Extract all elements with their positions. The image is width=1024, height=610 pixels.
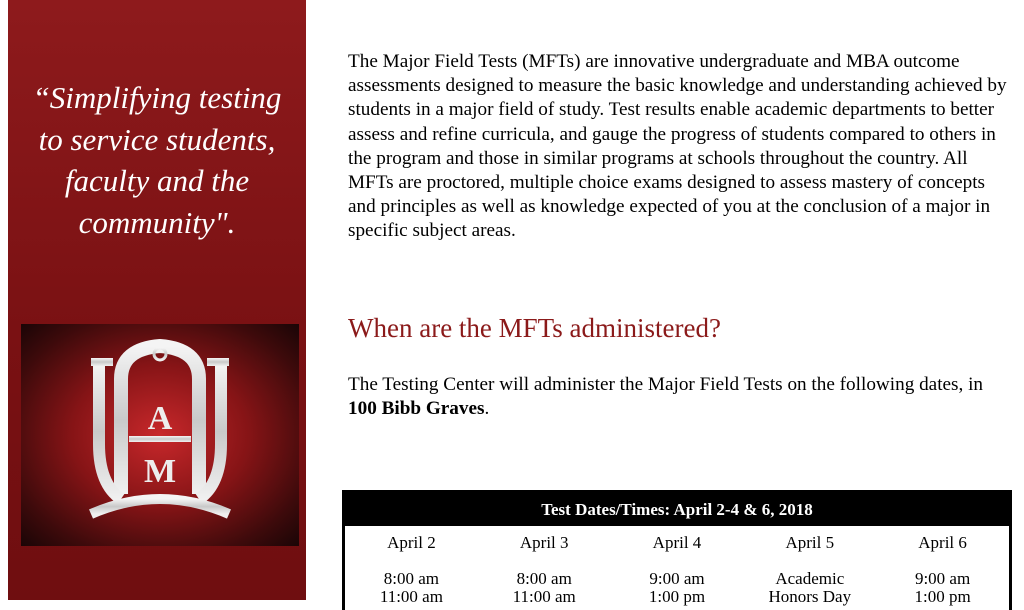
test-dates-table — [342, 490, 1012, 610]
aamu-logo-icon — [21, 324, 299, 546]
motto-line: “Simplifying testing — [32, 80, 282, 115]
motto-line: faculty and the — [64, 163, 250, 198]
time-label: 11:00 am — [512, 587, 576, 606]
date-label: April 3 — [519, 533, 569, 552]
time-label: 9:00 am — [649, 569, 705, 588]
time-label: 8:00 am — [516, 569, 572, 588]
date-column — [478, 526, 611, 606]
location-text: 100 Bibb Graves — [348, 398, 485, 420]
motto-line: to service students, — [38, 121, 276, 157]
date-column — [611, 526, 744, 606]
table-title: Test Dates/Times: April 2-4 & 6, 2018 — [345, 493, 1009, 526]
time-label: Academic — [775, 569, 845, 588]
logo-letter-a: A — [147, 400, 173, 437]
date-label: April 4 — [652, 533, 702, 552]
date-column — [345, 526, 478, 606]
date-label: April 2 — [387, 533, 436, 552]
motto-quote — [8, 77, 306, 243]
time-label: 1:00 pm — [648, 587, 706, 606]
time-label: 11:00 am — [379, 587, 443, 606]
motto-line: community". — [78, 204, 236, 240]
sidebar-panel — [8, 0, 306, 600]
time-label: 8:00 am — [383, 569, 440, 588]
time-label: 9:00 am — [914, 569, 971, 588]
date-column — [743, 526, 876, 606]
logo-letter-m: M — [143, 453, 177, 490]
schedule-text: The Testing Center will administer the Major Field Tests on the following dates, in — [348, 374, 984, 395]
date-label: April 6 — [918, 533, 967, 552]
date-column — [876, 526, 1009, 606]
time-label: Honors Day — [768, 587, 852, 606]
section-heading: When are the MFTs administered? — [348, 313, 721, 343]
intro-paragraph: The Major Field Tests (MFTs) are innovative undergraduate and MBA outcome assessments designed to measure the basic knowledge and understanding achieved by students in a major field of study. Test results enable academic departments to better assess and refine curricula, and gauge the progress of students compared to others in the program and those in similar programs at schools throughout the country. All MFTs are proctored, multiple choice exams designed to assess mastery of concepts and principles as well as knowledge expected of you at the conclusion of a major in specific subject areas. — [348, 51, 1007, 242]
schedule-paragraph — [348, 373, 988, 421]
aamu-logo — [21, 324, 299, 546]
schedule-text-end: . — [484, 398, 490, 420]
time-label: 1:00 pm — [914, 587, 971, 606]
date-label: April 5 — [785, 533, 835, 552]
